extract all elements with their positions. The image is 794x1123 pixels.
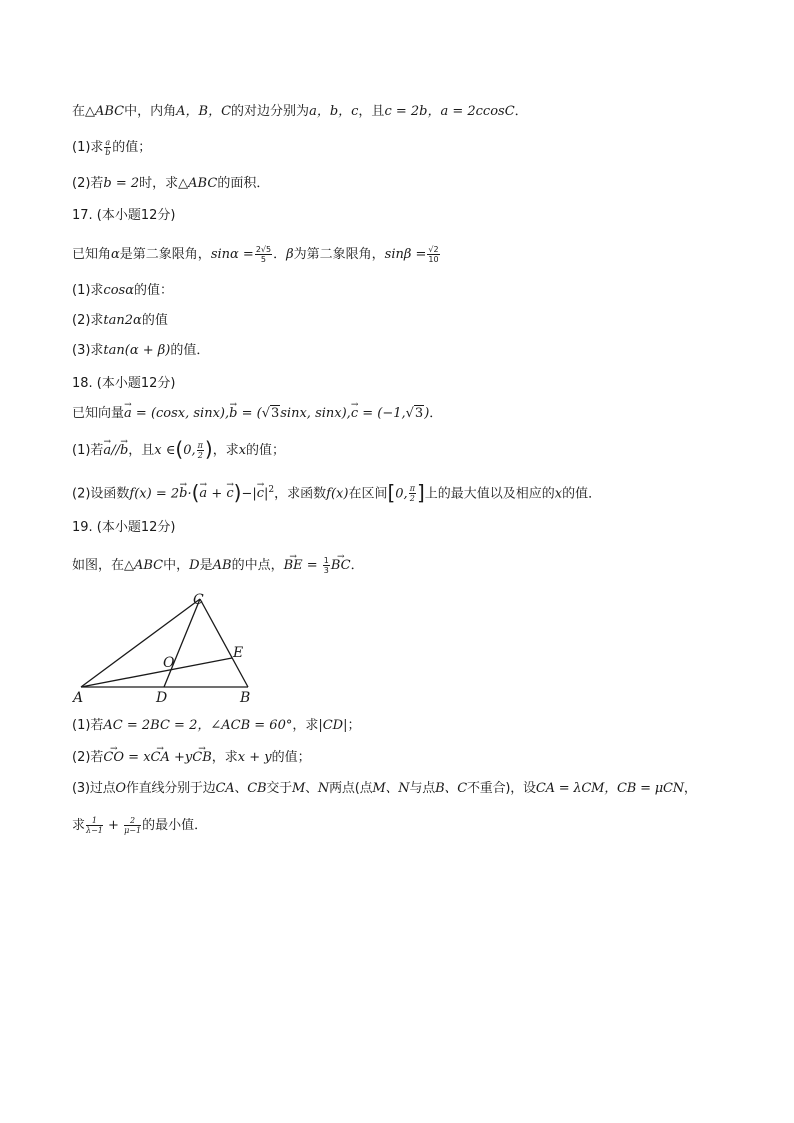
q19-part1 [72, 717, 361, 735]
q17-text: 的值 [141, 313, 168, 328]
q18-expression: f(x) = 2 [129, 486, 180, 502]
q16-condition: b = 2 [103, 176, 140, 191]
q17-sin-beta-fraction [427, 245, 439, 264]
fraction-denominator: μ−1 [124, 826, 142, 835]
interval-close-bracket: ] [416, 480, 425, 505]
q19-part2 [72, 749, 311, 767]
vector-b: → b [120, 442, 128, 460]
exponent: 2 [268, 485, 275, 495]
q19-segment: CA [215, 781, 235, 796]
q19-text: ； [347, 718, 361, 733]
q18-expression: −| [241, 486, 257, 502]
interval-close-paren: ) [204, 437, 213, 461]
interval-open-bracket: [ [387, 480, 396, 505]
q19-text: 求 [72, 818, 86, 833]
q18-expression: x ∈ [154, 443, 176, 458]
fraction-denominator: 5 [260, 255, 267, 264]
q19-text: 不重合)，设 [466, 781, 536, 796]
q19-header: 19. (本小题12分) [72, 520, 176, 535]
q19-part3 [72, 780, 697, 798]
vector-cb: → CB [192, 749, 212, 767]
q18-variable: x [238, 443, 247, 458]
q17-stem [72, 245, 441, 264]
q16-text: 的值； [112, 140, 152, 155]
plus-symbol: + [103, 818, 124, 833]
q16-stem [72, 103, 528, 121]
q18-expression: = (cosx, sinx), [131, 406, 230, 421]
vector-c: → c [226, 485, 233, 503]
q18-header: 18. (本小题12分) [72, 376, 176, 391]
label-c: C [193, 592, 204, 608]
part-label: (1)若 [72, 443, 104, 458]
q18-text: 已知向量 [72, 406, 125, 421]
part-label: (2)求 [72, 313, 104, 328]
q19-text: ． [350, 558, 364, 573]
q17-sin-alpha-fraction [255, 245, 272, 264]
q17-sin-alpha: sinα = [210, 247, 254, 262]
part-label: (2)若 [72, 176, 104, 191]
q17-text: ． [273, 247, 287, 262]
fraction-numerator: π [197, 441, 203, 450]
q19-condition: CA = λCM，CB = μCN [535, 781, 684, 796]
q19-expression: |CD| [318, 718, 348, 733]
plus-symbol: + [207, 486, 227, 502]
fraction-numerator: 2√5 [255, 245, 272, 254]
interval-end-fraction [409, 484, 416, 503]
segment-ae [81, 658, 232, 687]
q19-mu-fraction [124, 816, 141, 835]
q17-part1 [72, 282, 173, 300]
label-d: D [156, 690, 168, 706]
q18-expression: = ( [237, 406, 262, 421]
q18-text: 在区间 [348, 486, 388, 502]
vector-b: → b [179, 485, 187, 503]
q19-condition: AC = 2BC = 2，∠ACB = 60° [103, 718, 293, 733]
part-label: (3)求 [72, 343, 104, 358]
q17-text: 的值． [170, 343, 210, 358]
q19-text: ， [683, 781, 697, 796]
fraction-numerator: √2 [428, 245, 439, 254]
interval-start: 0, [395, 486, 408, 502]
q18-stem [72, 405, 442, 423]
abs-bar: | [264, 486, 269, 502]
q18-text: ，且 [128, 443, 155, 458]
sqrt-radical: √ [261, 406, 270, 421]
sqrt-radicand: 3 [270, 406, 280, 421]
q18-text: ，求函数 [274, 486, 327, 502]
q17-text: 已知角 [72, 247, 112, 262]
q16-triangle-name: ABC [95, 104, 125, 119]
fraction-numerator: 2 [124, 816, 141, 826]
q19-text: 中， [163, 558, 190, 573]
q19-point: O [115, 781, 126, 796]
q16-text: 中，内角 [124, 104, 177, 119]
q16-text: ． [514, 104, 528, 119]
fraction-denominator: 3 [323, 566, 329, 575]
label-a: A [73, 690, 84, 706]
q18-variable: x [554, 486, 563, 502]
q19-text: 两点(点 [329, 781, 373, 796]
q19-point: N [317, 781, 330, 796]
q19-text: 与点 [409, 781, 436, 796]
q17-expression: tan2α [103, 313, 142, 328]
q19-text: 、 [305, 781, 318, 796]
q18-part1 [72, 437, 286, 461]
interval-end-fraction [197, 441, 204, 460]
q17-header: 17. (本小题12分) [72, 208, 176, 223]
q19-lambda-fraction [86, 816, 103, 835]
q18-text: 上的最大值以及相应的 [424, 486, 555, 502]
vector-bc: → BC [331, 557, 351, 575]
vector-c: → c [257, 485, 264, 503]
close-paren: ) [233, 480, 242, 505]
q19-points: B、C [435, 781, 467, 796]
part-label: (1)求 [72, 283, 104, 298]
label-o: O [163, 655, 175, 671]
interval-start: 0, [183, 443, 196, 458]
q16-text: 的对边分别为 [231, 104, 310, 119]
q16-angles: A，B，C [176, 104, 232, 119]
q19-point: M [291, 781, 306, 796]
q19-text: 的中点， [231, 558, 284, 573]
q16-text: 的面积． [217, 176, 270, 191]
q19-text: ，求 [211, 750, 238, 765]
fraction-denominator: 10 [428, 255, 439, 264]
q18-text: 的值； [246, 443, 286, 458]
q17-expression: cosα [103, 283, 134, 298]
q17-sin-beta: sinβ = [384, 247, 427, 262]
q16-text: 在△ [72, 104, 95, 119]
q17-part3 [72, 342, 209, 360]
vector-b: → b [229, 405, 237, 423]
q16-part2 [72, 175, 269, 193]
triangle-figure [70, 590, 270, 710]
fraction-numerator: a [105, 138, 111, 147]
vector-c: → c [351, 405, 358, 423]
fraction-numerator: π [409, 484, 415, 494]
q16-ratio-fraction [104, 138, 111, 157]
part-label: (3)过点 [72, 781, 116, 796]
q17-text: 的值： [133, 283, 173, 298]
q17-text: 为第二象限角， [293, 247, 385, 262]
vector-co: → CO [103, 749, 124, 767]
q17-beta: β [286, 247, 294, 262]
q19-segment: CB [247, 781, 267, 796]
fraction-denominator: b [105, 148, 111, 157]
q16-sides: a，b，c [309, 104, 359, 119]
q17-expression: tan(α + β) [103, 343, 171, 358]
vector-a: → a [199, 485, 207, 503]
q19-text: 交于 [266, 781, 292, 796]
q19-points: M、N [372, 781, 410, 796]
vector-be: → BE [284, 557, 303, 575]
q19-point: D [189, 558, 200, 573]
q18-text: ，求 [212, 443, 239, 458]
fraction-numerator: 1 [86, 816, 103, 826]
q19-expression: x + y [237, 750, 272, 765]
label-b: B [240, 690, 251, 706]
open-paren: ( [191, 480, 200, 505]
q18-expression: ) [424, 406, 430, 421]
q19-text: 的最小值． [142, 818, 208, 833]
q18-expression: = (−1, [358, 406, 406, 421]
q19-text: 的值； [271, 750, 311, 765]
segment-cb [200, 599, 248, 687]
q19-triangle-name: ABC [134, 558, 164, 573]
part-label: (1)求 [72, 140, 104, 155]
q19-text: 如图，在△ [72, 558, 134, 573]
fraction-numerator: 1 [323, 556, 329, 565]
fraction-denominator: λ−1 [86, 826, 103, 835]
part-label: (2)若 [72, 750, 104, 765]
q18-text: ． [429, 406, 443, 421]
q19-expression: +y [169, 750, 193, 765]
q17-text: 是第二象限角， [119, 247, 211, 262]
q19-segment: AB [212, 558, 232, 573]
q16-part1 [72, 138, 151, 157]
vector-a: → a [124, 405, 132, 423]
fraction-denominator: 2 [409, 494, 415, 504]
q18-expression: f(x) [326, 486, 349, 502]
interval-open-paren: ( [175, 437, 184, 461]
q17-part2 [72, 312, 168, 330]
q19-part3-cont [72, 816, 207, 835]
parallel-symbol: // [111, 443, 120, 458]
q16-triangle-name: ABC [188, 176, 218, 191]
part-label: (1)若 [72, 718, 104, 733]
dot-symbol: · [187, 486, 192, 502]
fraction-denominator: 2 [197, 451, 203, 460]
q16-condition: c = 2b，a = 2ccosC [384, 104, 515, 119]
sqrt-radical: √ [405, 406, 414, 421]
q18-expression: sinx, sinx), [280, 406, 351, 421]
q17-alpha: α [111, 247, 120, 262]
q16-text: ，且 [358, 104, 385, 119]
vector-ca: → CA [151, 749, 170, 767]
part-label: (2)设函数 [72, 486, 130, 502]
q19-text: 是 [199, 558, 213, 573]
q19-text: 、 [234, 781, 248, 796]
sqrt-radicand: 3 [414, 406, 424, 421]
q18-text: 的值． [562, 486, 602, 502]
q19-expression: = x [124, 750, 151, 765]
vector-a: → a [103, 442, 111, 460]
equals-symbol: = [302, 558, 322, 573]
q19-text: ，求 [292, 718, 319, 733]
q18-part2 [72, 481, 601, 503]
q16-text: 时，求△ [139, 176, 189, 191]
q19-one-third-fraction [323, 556, 330, 575]
label-e: E [233, 645, 244, 661]
q19-stem [72, 556, 364, 575]
q19-text: 作直线分别于边 [125, 781, 216, 796]
